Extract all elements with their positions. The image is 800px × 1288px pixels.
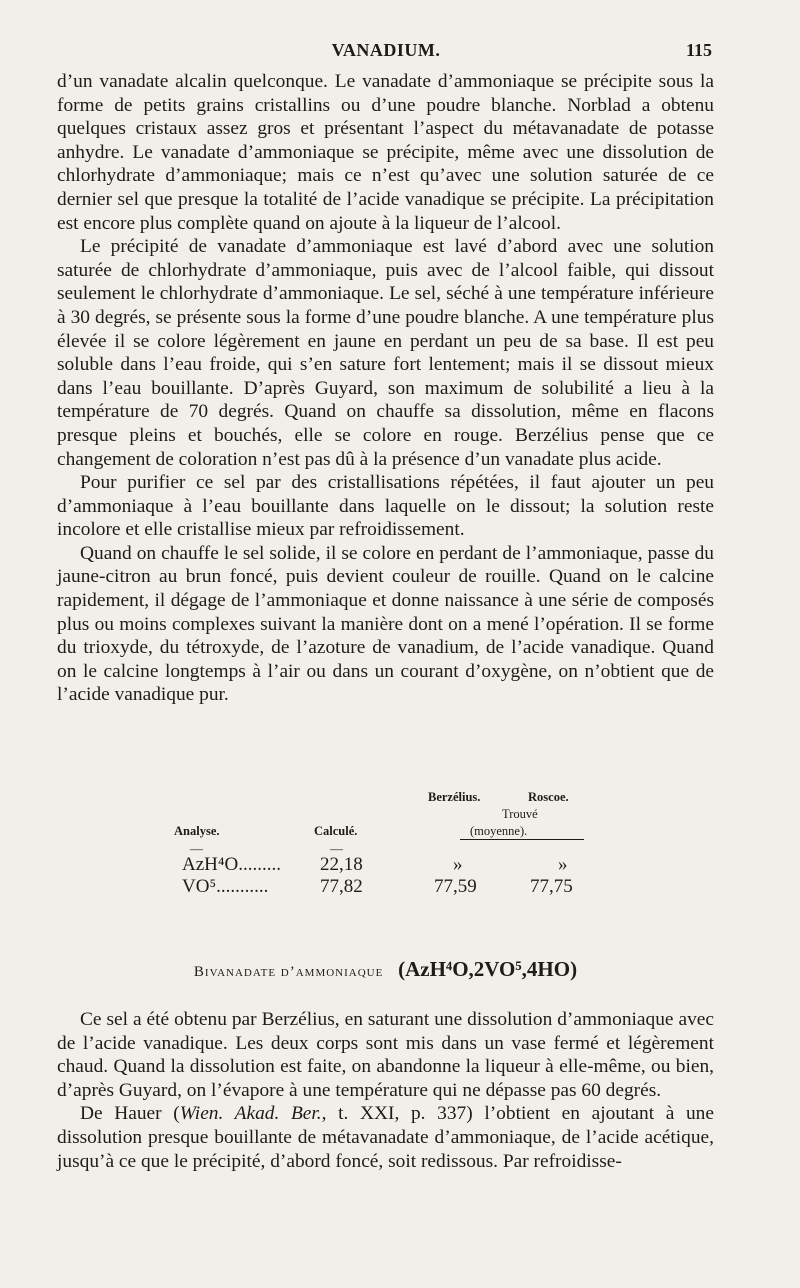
text-span: De Hauer ( [80,1103,180,1125]
dash: — [330,841,343,856]
row-calcule: 77,82 [320,876,363,897]
col-header-calcule: Calculé. [314,824,358,838]
column-rule [460,839,584,840]
citation: Wien. Akad. Ber. [179,1103,322,1125]
page-number: 115 [685,40,712,60]
row-berzelius: » [453,854,463,875]
text-span: , t. XXI, p. 337) l’obtient en ajoutant à une dissolution presque bouillante de métavanadate d’ammoniaque, de l’acide acétique, jusqu’à ce que le précipité, d’abord foncé, soit redissous. Par refroidisse- [57,1103,714,1172]
running-header [60,40,712,66]
dash: — [190,841,203,856]
row-label: VO⁵........... [182,876,269,897]
paragraph: Pour purifier ce sel par des cristallisations répétées, il faut ajouter un peu d’ammoniaque à l’eau bouillante dans laquelle on le dissout; la solution reste incolore et elle cristallise mieux par refroidissement. [57,472,714,541]
col-header-berzelius: Berzélius. [428,790,481,804]
running-title: VANADIUM. [331,40,441,60]
row-calcule: 22,18 [320,854,363,875]
row-roscoe: 77,75 [530,876,573,897]
section-heading [57,955,714,986]
col-header-moyenne: (moyenne). [470,824,528,838]
col-header-trouve: Trouvé [502,807,538,821]
paragraph: Quand on chauffe le sel solide, il se colore en perdant de l’ammoniaque, passe du jaune-citron au brun foncé, puis devient couleur de rouille. Quand on le calcine rapidement, il dégage de l’ammoniaque et donne naissance à une série de composés plus ou moins complexes suivant la manière dont on a mené l’opération. Il se forme du trioxyde, du tétroxyde, de l’azoture de vanadium, de l’acide vanadique. Quand on le calcine longtemps à l’air ou dans un courant d’oxygène, on n’obtient que de l’acide vanadique pur. [57,542,714,706]
col-header-analyse: Analyse. [174,824,220,838]
row-roscoe: » [558,854,568,875]
row-berzelius: 77,59 [434,876,477,897]
paragraph: Le précipité de vanadate d’ammoniaque est lavé d’abord avec une solution saturée de chlorhydrate d’ammoniaque, puis avec de l’alcool faible, qui dissout seulement le chlorhydrate d’ammoniaque. Le sel, séché à une température inférieure à 30 degrés, se présente sous la forme d’une poudre blanche. A une température plus élevée il se colore légèrement en jaune en perdant un peu de sa base. Il est peu soluble dans l’eau froide, qui s’en sature fort lentement; mais il se dissout mieux dans l’eau bouillante. D’après Guyard, son maximum de solubilité a lieu à la température de 70 degrés. Quand on chauffe sa dissolution, même en flacons presque pleins et bouchés, elle se colore en rouge. Berzélius pense que ce changement de coloration n’est pas dû à la présence d’un vanadate plus acide. [57,236,714,470]
analysis-table [172,782,592,902]
section-formula: (AzH⁴O,2VO⁵,4HO) [398,957,578,981]
section-name: Bivanadate d’ammoniaque [193,964,384,980]
paragraph: d’un vanadate alcalin quelconque. Le vanadate d’ammoniaque se précipite sous la forme de petits grains cristallins ou d’une poudre blanche. Norblad a obtenu quelques cristaux assez gros et présentant l’aspect du métavanadate de potasse anhydre. Le vanadate d’ammoniaque se précipite, même avec une dissolution de chlorhydrate d’ammoniaque; mais ce n’est qu’avec une solution saturée de ce dernier sel que presque la totalité de l’acide vanadique se précipite. La précipitation est encore plus complète quand on ajoute à la liqueur de l’alcool. [57,71,714,234]
paragraph: Ce sel a été obtenu par Berzélius, en saturant une dissolution d’ammoniaque avec de l’acide vanadique. Les deux corps sont mis dans un vase fermé et légèrement chaud. Quand la dissolution est faite, on abandonne la liqueur à elle-même, ou bien, d’après Guyard, on l’évapore à une température qui ne dépasse pas 60 degrés. [57,1009,714,1101]
paragraph [57,1102,714,1173]
col-header-roscoe: Roscoe. [528,790,569,804]
section-text [57,1008,714,1173]
row-label: AzH⁴O......... [182,854,281,875]
main-text [57,70,714,707]
